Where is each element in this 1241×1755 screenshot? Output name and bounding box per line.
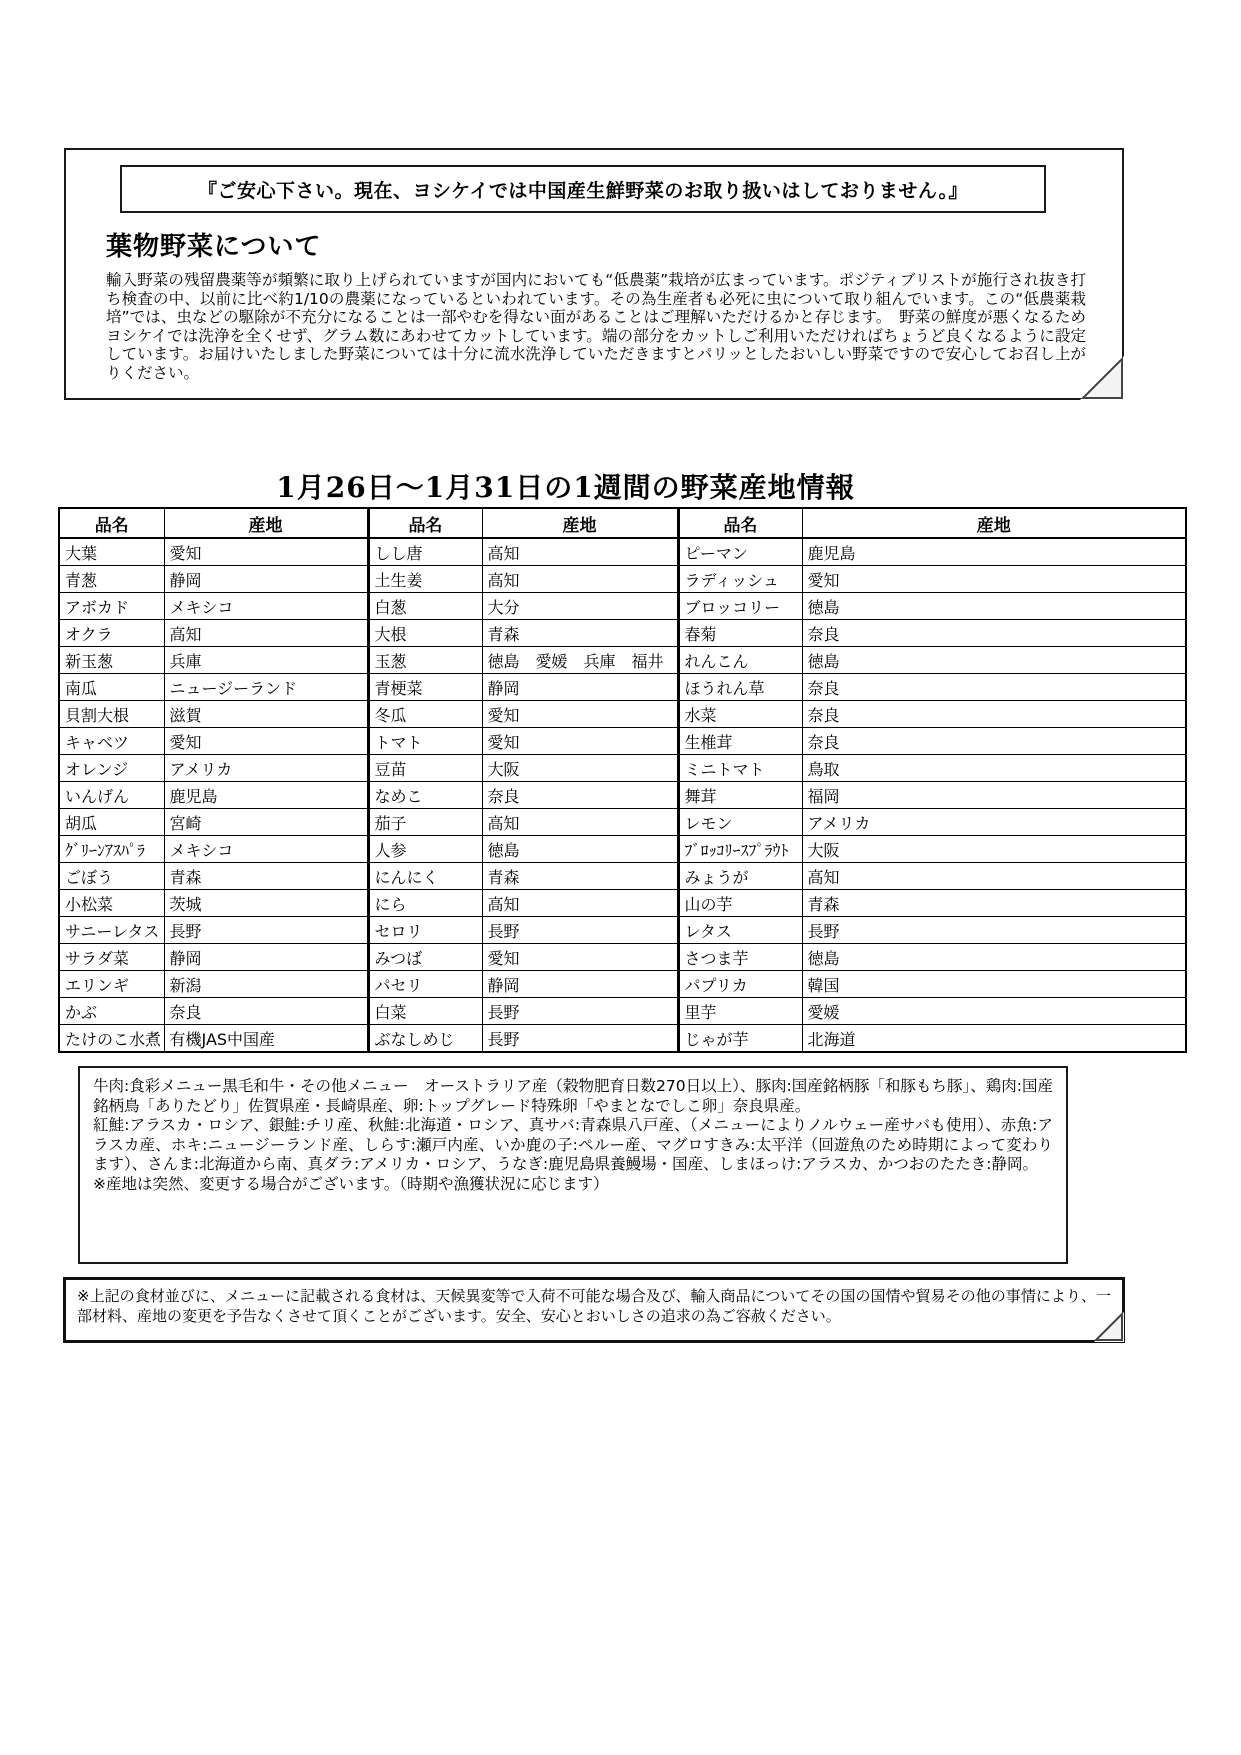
column-header-name: 品名 (678, 508, 802, 538)
item-name-cell: いんげん (59, 782, 164, 809)
table-row (59, 917, 1186, 944)
item-name-cell: 春菊 (678, 620, 802, 647)
item-name-cell: 舞茸 (678, 782, 802, 809)
table-row (59, 755, 1186, 782)
table-row (59, 944, 1186, 971)
item-name-cell: ミニトマト (678, 755, 802, 782)
item-name-cell: ごぼう (59, 863, 164, 890)
item-name-cell: ﾌﾞﾛｯｺﾘｰｽﾌﾟﾗｳﾄ (678, 836, 802, 863)
column-header-name: 品名 (368, 508, 482, 538)
table-row (59, 647, 1186, 674)
origin-cell: 徳島 (802, 593, 1186, 620)
origin-cell: 愛知 (482, 944, 678, 971)
origin-cell: ニュージーランド (164, 674, 368, 701)
table-row (59, 674, 1186, 701)
table-header-row (59, 508, 1186, 538)
origin-cell: 長野 (164, 917, 368, 944)
item-name-cell: 里芋 (678, 998, 802, 1025)
origin-cell: 北海道 (802, 1025, 1186, 1053)
origin-cell: 奈良 (802, 728, 1186, 755)
origin-cell: 長野 (482, 998, 678, 1025)
origin-cell: 愛知 (482, 701, 678, 728)
origin-cell: 愛知 (164, 728, 368, 755)
origin-cell: 滋賀 (164, 701, 368, 728)
item-name-cell: 水菜 (678, 701, 802, 728)
page-fold-icon (1080, 356, 1124, 400)
origin-cell: 高知 (482, 566, 678, 593)
origin-cell: 奈良 (802, 701, 1186, 728)
item-name-cell: 冬瓜 (368, 701, 482, 728)
item-name-cell: じゃが芋 (678, 1025, 802, 1053)
origin-cell: 大阪 (802, 836, 1186, 863)
origin-cell: 奈良 (802, 674, 1186, 701)
item-name-cell: かぶ (59, 998, 164, 1025)
origin-notes-box (78, 1066, 1068, 1264)
item-name-cell: ほうれん草 (678, 674, 802, 701)
item-name-cell: 山の芋 (678, 890, 802, 917)
item-name-cell: 青葱 (59, 566, 164, 593)
origin-cell: 高知 (482, 809, 678, 836)
origin-cell: 青森 (802, 890, 1186, 917)
origin-cell: メキシコ (164, 593, 368, 620)
item-name-cell: れんこん (678, 647, 802, 674)
table-row (59, 809, 1186, 836)
column-header-origin: 産地 (802, 508, 1186, 538)
origin-cell: 青森 (482, 863, 678, 890)
origin-cell: アメリカ (164, 755, 368, 782)
item-name-cell: パセリ (368, 971, 482, 998)
origin-cell: 高知 (482, 538, 678, 566)
item-name-cell: しし唐 (368, 538, 482, 566)
table-row (59, 1025, 1186, 1053)
origin-cell: 高知 (164, 620, 368, 647)
origin-cell: 愛知 (482, 728, 678, 755)
item-name-cell: にんにく (368, 863, 482, 890)
item-name-cell: 玉葱 (368, 647, 482, 674)
item-name-cell: 大根 (368, 620, 482, 647)
disclaimer-text: ※上記の食材並びに、メニューに記載される食材は、天候異変等で入荷不可能な場合及び、輸入商品についてその国の国情や貿易その他の事情により、一部材料、産地の変更を予告なくさせて頂くことがございます。安全、安心とおいしさの追求の為ご容赦ください。 (77, 1287, 1111, 1325)
origin-cell: 徳島 (802, 944, 1186, 971)
origin-cell: 青森 (482, 620, 678, 647)
table-row (59, 728, 1186, 755)
column-header-name: 品名 (59, 508, 164, 538)
table-row (59, 782, 1186, 809)
table-row (59, 863, 1186, 890)
origin-note-caution: ※産地は突然、変更する場合がございます。（時期や漁獲状況に応じます） (93, 1174, 609, 1193)
origin-cell: アメリカ (802, 809, 1186, 836)
item-name-cell: ピーマン (678, 538, 802, 566)
origin-cell: 静岡 (164, 566, 368, 593)
table-row (59, 620, 1186, 647)
page-fold-icon (1094, 1312, 1124, 1342)
item-name-cell: 白葱 (368, 593, 482, 620)
origin-cell: 有機JAS中国産 (164, 1025, 368, 1053)
item-name-cell: オクラ (59, 620, 164, 647)
item-name-cell: ブロッコリー (678, 593, 802, 620)
item-name-cell: トマト (368, 728, 482, 755)
item-name-cell: 大葉 (59, 538, 164, 566)
origin-cell: 徳島 (482, 836, 678, 863)
item-name-cell: アボカド (59, 593, 164, 620)
item-name-cell: たけのこ水煮 (59, 1025, 164, 1053)
item-name-cell: オレンジ (59, 755, 164, 782)
item-name-cell: 貝割大根 (59, 701, 164, 728)
origin-cell: 大阪 (482, 755, 678, 782)
produce-table-title: 1月26日～1月31日の1週間の野菜産地情報 (276, 471, 855, 504)
item-name-cell: みつば (368, 944, 482, 971)
origin-cell: 鹿児島 (802, 538, 1186, 566)
item-name-cell: 胡瓜 (59, 809, 164, 836)
origin-cell: 長野 (482, 1025, 678, 1053)
item-name-cell: キャベツ (59, 728, 164, 755)
item-name-cell: 白菜 (368, 998, 482, 1025)
origin-cell: 奈良 (802, 620, 1186, 647)
origin-cell: 奈良 (482, 782, 678, 809)
table-row (59, 890, 1186, 917)
origin-cell: 高知 (482, 890, 678, 917)
origin-cell: 静岡 (482, 674, 678, 701)
origin-cell: 愛媛 (802, 998, 1186, 1025)
item-name-cell: みょうが (678, 863, 802, 890)
origin-cell: 徳島 愛媛 兵庫 福井 (482, 647, 678, 674)
item-name-cell: ラディッシュ (678, 566, 802, 593)
origin-cell: 鹿児島 (164, 782, 368, 809)
headline-text: 『ご安心下さい。現在、ヨシケイでは中国産生鮮野菜のお取り扱いはしておりません。』 (198, 180, 968, 202)
table-row (59, 701, 1186, 728)
item-name-cell: セロリ (368, 917, 482, 944)
origin-cell: 青森 (164, 863, 368, 890)
origin-cell: 新潟 (164, 971, 368, 998)
item-name-cell: さつま芋 (678, 944, 802, 971)
origin-cell: 徳島 (802, 647, 1186, 674)
origin-cell: 高知 (802, 863, 1186, 890)
table-row (59, 538, 1186, 566)
origin-cell: 奈良 (164, 998, 368, 1025)
origin-cell: メキシコ (164, 836, 368, 863)
origin-cell: 愛知 (164, 538, 368, 566)
origin-cell: 兵庫 (164, 647, 368, 674)
column-header-origin: 産地 (482, 508, 678, 538)
item-name-cell: パプリカ (678, 971, 802, 998)
section-title: 葉物野菜について (106, 232, 322, 262)
item-name-cell: ｸﾞﾘｰﾝｱｽﾊﾟﾗ (59, 836, 164, 863)
headline-box (120, 165, 1046, 213)
origin-cell: 宮崎 (164, 809, 368, 836)
item-name-cell: 豆苗 (368, 755, 482, 782)
disclaimer-box (63, 1277, 1125, 1343)
item-name-cell: エリンギ (59, 971, 164, 998)
origin-cell: 長野 (802, 917, 1186, 944)
item-name-cell: サラダ菜 (59, 944, 164, 971)
origin-cell: 静岡 (164, 944, 368, 971)
origin-cell: 韓国 (802, 971, 1186, 998)
origin-cell: 福岡 (802, 782, 1186, 809)
table-row (59, 836, 1186, 863)
notice-body-text: 輸入野菜の残留農薬等が頻繁に取り上げられていますが国内においても“低農薬”栽培が広まっています。ポジティブリストが施行され抜き打ち検査の中、以前に比べ約1/10の農薬になっているといわれています。その為生産者も必死に虫について取り組んでいます。この“低農薬栽培”では、虫などの駆除が不充分になることは一部やむを得ない面があることはご理解いただけるかと存じます。 野菜の鮮度が悪くなるためヨシケイでは洗浄を全くせず、グラム数にあわせてカットしています。端の部分をカットしご利用いただければちょうど良くなるように設定しています。お届けいたしました野菜については十分に流水洗浄していただきますとパリッとしたおいしい野菜ですので安心してお召し上がりください。 (106, 271, 1086, 382)
item-name-cell: 青梗菜 (368, 674, 482, 701)
item-name-cell: 新玉葱 (59, 647, 164, 674)
item-name-cell: 人参 (368, 836, 482, 863)
item-name-cell: 小松菜 (59, 890, 164, 917)
origin-cell: 茨城 (164, 890, 368, 917)
table-row (59, 566, 1186, 593)
origin-note-fish: 紅鮭:アラスカ・ロシア、銀鮭:チリ産、秋鮭:北海道・ロシア、真サバ:青森県八戸産、（メニューによりノルウェー産サバも使用）、赤魚:アラスカ産、ホキ:ニュージーランド産、しらす:瀬戸内産、いか鹿の子:ペルー産、マグロすきみ:太平洋（回遊魚のため時期によって変わります）、さんま:北海道から南、真ダラ:アメリカ・ロシア、うなぎ:鹿児島県養鰻場・国産、しまほっけ:アラスカ、かつおのたたき:静岡。 (93, 1116, 1053, 1174)
item-name-cell: 南瓜 (59, 674, 164, 701)
table-row (59, 998, 1186, 1025)
item-name-cell: 土生姜 (368, 566, 482, 593)
column-header-origin: 産地 (164, 508, 368, 538)
origin-cell: 静岡 (482, 971, 678, 998)
origin-cell: 大分 (482, 593, 678, 620)
produce-origin-table (58, 507, 1187, 1053)
origin-note-meat: 牛肉:食彩メニュー黒毛和牛・その他メニュー オーストラリア産（穀物肥育日数270日以上）、豚肉:国産銘柄豚「和豚もち豚」、鶏肉:国産銘柄鳥「ありたどり」佐賀県産・長崎県産、卵:トップグレード特殊卵「やまとなでしこ卵」奈良県産。 (93, 1077, 1053, 1115)
item-name-cell: 生椎茸 (678, 728, 802, 755)
table-row (59, 971, 1186, 998)
item-name-cell: なめこ (368, 782, 482, 809)
item-name-cell: レモン (678, 809, 802, 836)
origin-cell: 鳥取 (802, 755, 1186, 782)
origin-cell: 長野 (482, 917, 678, 944)
item-name-cell: にら (368, 890, 482, 917)
item-name-cell: ぶなしめじ (368, 1025, 482, 1053)
notice-box (64, 148, 1124, 400)
origin-cell: 愛知 (802, 566, 1186, 593)
table-row (59, 593, 1186, 620)
item-name-cell: サニーレタス (59, 917, 164, 944)
item-name-cell: 茄子 (368, 809, 482, 836)
item-name-cell: レタス (678, 917, 802, 944)
